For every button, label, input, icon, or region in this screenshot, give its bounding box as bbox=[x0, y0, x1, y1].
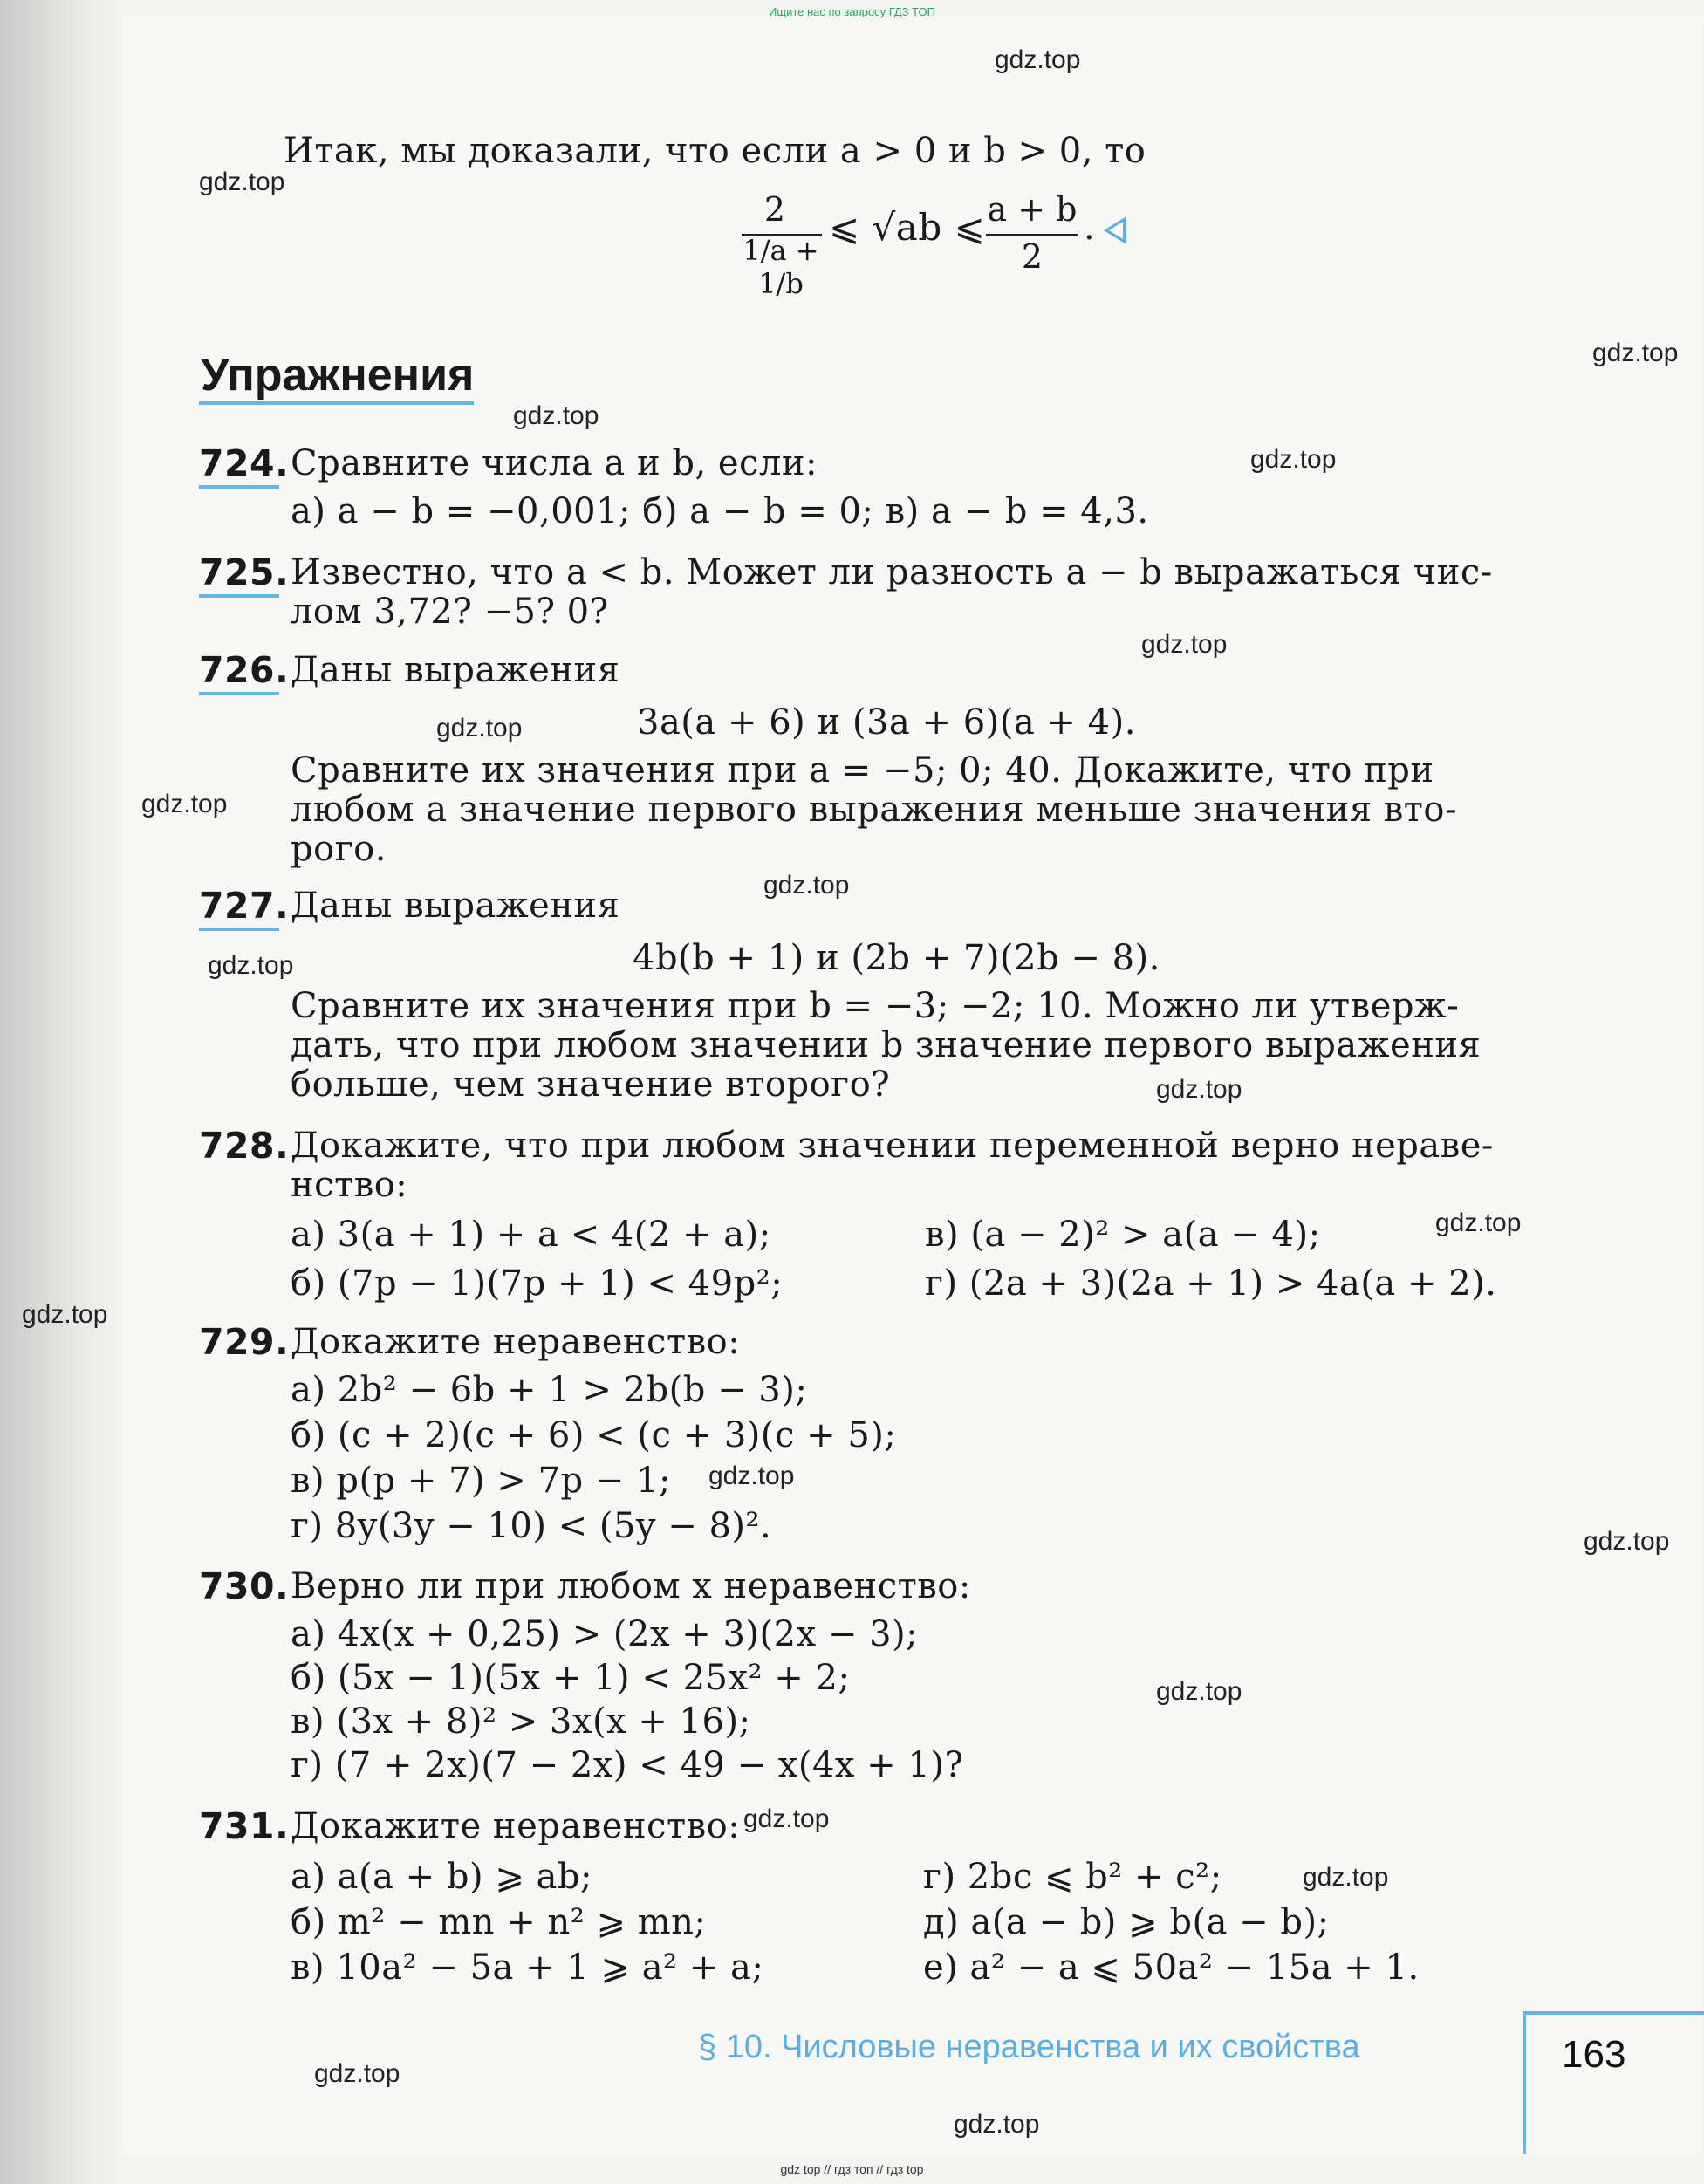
fraction-bar-2 bbox=[986, 234, 1078, 236]
exercise-number: 728. bbox=[199, 1125, 290, 1167]
formula-end: . bbox=[1084, 208, 1096, 248]
exercise-number: 729. bbox=[199, 1321, 290, 1363]
exercise-number: 730. bbox=[199, 1565, 290, 1607]
heading-underline bbox=[199, 401, 474, 405]
exercise-item: е) a² − a ⩽ 50a² − 15a + 1. bbox=[923, 1948, 1420, 1988]
exercise-line: Докажите неравенство: bbox=[291, 1322, 741, 1362]
exercise-number-underline bbox=[199, 594, 279, 598]
exercise-line: Сравните числа a и b, если: bbox=[291, 443, 818, 483]
section-heading: Упражнения bbox=[201, 350, 475, 401]
watermark: gdz.top bbox=[1141, 630, 1228, 659]
exercise-line: нство: bbox=[291, 1165, 408, 1205]
formula-middle: ⩽ √ab ⩽ bbox=[829, 206, 986, 249]
watermark: gdz.top bbox=[1592, 339, 1679, 367]
watermark: gdz.top bbox=[22, 1300, 108, 1329]
watermark: gdz.top bbox=[954, 2110, 1040, 2139]
end-of-proof-triangle-icon bbox=[1104, 216, 1126, 244]
watermark: gdz.top bbox=[513, 401, 599, 430]
formula-den-2: 2 bbox=[1021, 237, 1044, 276]
exercise-item: в) (a − 2)² > a(a − 4); bbox=[925, 1215, 1321, 1255]
watermark: gdz.top bbox=[436, 714, 523, 743]
exercise-number: 726. bbox=[199, 649, 290, 691]
exercise-number-underline bbox=[199, 485, 279, 489]
exercise-item: в) p(p + 7) > 7p − 1; bbox=[291, 1461, 672, 1501]
watermark: gdz.top bbox=[199, 168, 285, 196]
exercise-line: Сравните их значения при b = −3; −2; 10. Можно ли утверж- bbox=[291, 986, 1460, 1026]
exercise-expression: 3a(a + 6) и (3a + 6)(a + 4). bbox=[637, 702, 1136, 743]
exercise-line: а) a − b = −0,001; б) a − b = 0; в) a − b = 4,3. bbox=[291, 491, 1149, 531]
exercise-item: в) 10a² − 5a + 1 ⩾ a² + a; bbox=[291, 1948, 764, 1988]
exercise-item: д) a(a − b) ⩾ b(a − b); bbox=[923, 1902, 1330, 1942]
exercise-line: больше, чем значение второго? bbox=[291, 1065, 891, 1105]
exercise-line: лом 3,72? −5? 0? bbox=[291, 592, 609, 632]
exercise-item: б) (c + 2)(c + 6) < (c + 3)(c + 5); bbox=[291, 1415, 897, 1455]
watermark: gdz.top bbox=[995, 45, 1081, 74]
watermark: gdz.top bbox=[1156, 1677, 1242, 1706]
exercise-item: г) 2bc ⩽ b² + c²; bbox=[923, 1857, 1222, 1897]
exercise-number: 725. bbox=[199, 551, 290, 593]
top-note: Ищите нас по запросу ГДЗ ТОП bbox=[769, 5, 935, 18]
watermark: gdz.top bbox=[1303, 1863, 1389, 1892]
exercise-line: Известно, что a < b. Может ли разность a − b выражаться чис- bbox=[291, 552, 1493, 592]
intro-text: Итак, мы доказали, что если a > 0 и b > 0, то bbox=[284, 131, 1146, 171]
formula-num-2: a + b bbox=[987, 190, 1078, 229]
exercise-item: а) 2b² − 6b + 1 > 2b(b − 3); bbox=[291, 1370, 808, 1410]
page-number: 163 bbox=[1562, 2033, 1626, 2076]
exercise-item: а) a(a + b) ⩾ ab; bbox=[291, 1857, 592, 1897]
watermark: gdz.top bbox=[314, 2059, 400, 2088]
exercise-line: Даны выражения bbox=[291, 650, 620, 690]
exercise-line: любом a значение первого выражения меньше значения вто- bbox=[291, 790, 1458, 830]
bottom-note: gdz top // гдз топ // гдз top bbox=[780, 2162, 924, 2176]
exercise-item: в) (3x + 8)² > 3x(x + 16); bbox=[291, 1701, 751, 1742]
exercise-line: Верно ли при любом x неравенство: bbox=[291, 1566, 971, 1606]
watermark: gdz.top bbox=[708, 1462, 795, 1490]
watermark: gdz.top bbox=[1435, 1208, 1522, 1237]
formula-num-1: 2 bbox=[763, 190, 786, 229]
exercise-number: 727. bbox=[199, 885, 290, 927]
exercise-line: Сравните их значения при a = −5; 0; 40. Докажите, что при bbox=[291, 750, 1434, 791]
formula-den-1: 1/a + 1/b bbox=[743, 234, 819, 300]
exercise-item: б) m² − mn + n² ⩾ mn; bbox=[291, 1902, 707, 1942]
watermark: gdz.top bbox=[1584, 1527, 1670, 1556]
exercise-line: Даны выражения bbox=[291, 886, 620, 926]
watermark: gdz.top bbox=[743, 1804, 830, 1833]
exercise-item: а) 3(a + 1) + a < 4(2 + a); bbox=[291, 1215, 771, 1255]
watermark: gdz.top bbox=[141, 790, 228, 818]
exercise-number-underline bbox=[199, 692, 279, 695]
exercise-item: г) (2a + 3)(2a + 1) > 4a(a + 2). bbox=[925, 1263, 1497, 1304]
watermark: gdz.top bbox=[1250, 445, 1337, 474]
exercise-line: дать, что при любом значении b значение первого выражения bbox=[291, 1025, 1482, 1065]
exercise-item: г) 8y(3y − 10) < (5y − 8)². bbox=[291, 1506, 772, 1546]
exercise-line: Докажите неравенство: bbox=[291, 1806, 741, 1846]
exercise-expression: 4b(b + 1) и (2b + 7)(2b − 8). bbox=[633, 938, 1160, 978]
page-gutter-shadow bbox=[0, 0, 122, 2184]
watermark: gdz.top bbox=[1156, 1075, 1242, 1104]
exercise-number: 731. bbox=[199, 1805, 290, 1847]
exercise-item: б) (7p − 1)(7p + 1) < 49p²; bbox=[291, 1263, 784, 1304]
exercise-item: б) (5x − 1)(5x + 1) < 25x² + 2; bbox=[291, 1658, 851, 1698]
exercise-item: а) 4x(x + 0,25) > (2x + 3)(2x − 3); bbox=[291, 1614, 919, 1654]
exercise-number: 724. bbox=[199, 442, 290, 484]
exercise-item: г) (7 + 2x)(7 − 2x) < 49 − x(4x + 1)? bbox=[291, 1745, 964, 1785]
exercise-line: рого. bbox=[291, 829, 387, 869]
exercise-line: Докажите, что при любом значении переменной верно нераве- bbox=[291, 1126, 1494, 1166]
watermark: gdz.top bbox=[208, 951, 294, 980]
exercise-number-underline bbox=[199, 928, 279, 931]
watermark: gdz.top bbox=[763, 871, 850, 900]
section-footer-title: § 10. Числовые неравенства и их свойства bbox=[698, 2029, 1360, 2065]
